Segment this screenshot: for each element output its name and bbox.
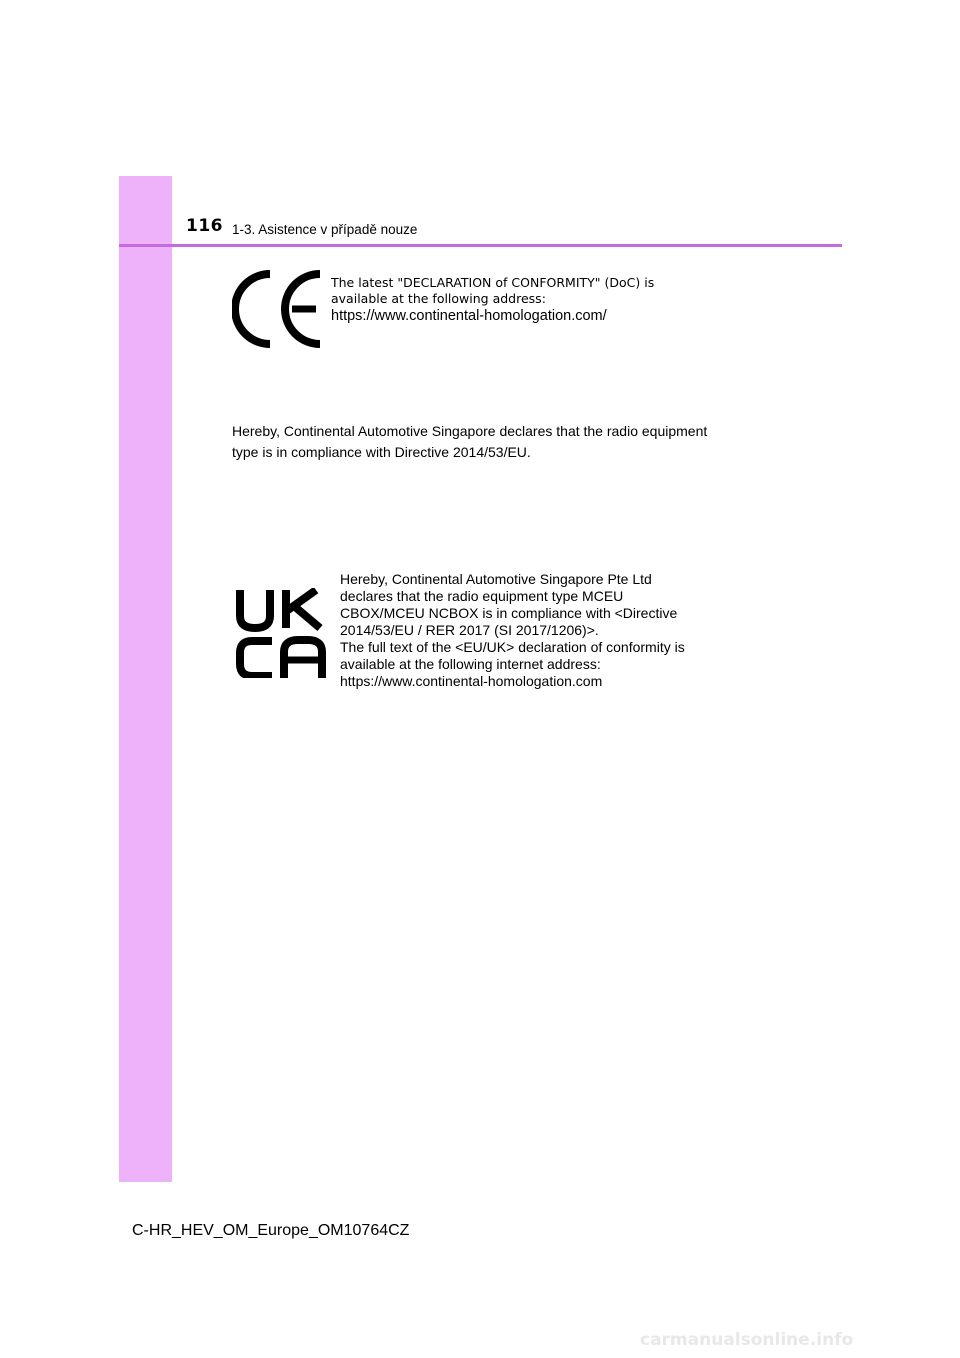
ce-mark-logo-icon — [232, 268, 324, 350]
ukca-declaration-line: declares that the radio equipment type MCEU — [340, 588, 624, 604]
ce-doc-notice — [331, 275, 731, 307]
ce-doc-notice-line: The latest "DECLARATION of CONFORMITY" (DoC) is — [331, 275, 655, 290]
eu-declaration-text — [232, 421, 742, 463]
document-code: C-HR_HEV_OM_Europe_OM10764CZ — [132, 1222, 410, 1239]
header-divider — [119, 244, 842, 247]
ukca-declaration-line: The full text of the <EU/UK> declaration of conformity is — [340, 639, 685, 655]
eu-declaration-line: type is in compliance with Directive 2014/53/EU. — [232, 444, 531, 460]
ukca-declaration-url[interactable]: https://www.continental-homologation.com — [340, 673, 603, 689]
sidebar-tab-strip — [119, 176, 172, 1182]
ukca-declaration-text — [340, 571, 730, 690]
ukca-declaration-line: 2014/53/EU / RER 2017 (SI 2017/1206)>. — [340, 622, 599, 638]
ce-doc-notice-line: available at the following address: — [331, 291, 546, 306]
eu-declaration-line: Hereby, Continental Automotive Singapore declares that the radio equipment — [232, 423, 708, 439]
section-title: 1-3. Asistence v případě nouze — [232, 222, 418, 237]
ukca-mark-logo-icon — [236, 588, 326, 678]
watermark: carmanualsonline.info — [640, 1330, 854, 1350]
ukca-declaration-line: Hereby, Continental Automotive Singapore Pte Ltd — [340, 571, 652, 587]
ukca-declaration-line: available at the following internet address: — [340, 656, 601, 672]
page-number: 116 — [186, 216, 223, 236]
ukca-declaration-line: CBOX/MCEU NCBOX is in compliance with <Directive — [340, 605, 678, 621]
ce-doc-url[interactable]: https://www.continental-homologation.com/ — [331, 308, 607, 324]
